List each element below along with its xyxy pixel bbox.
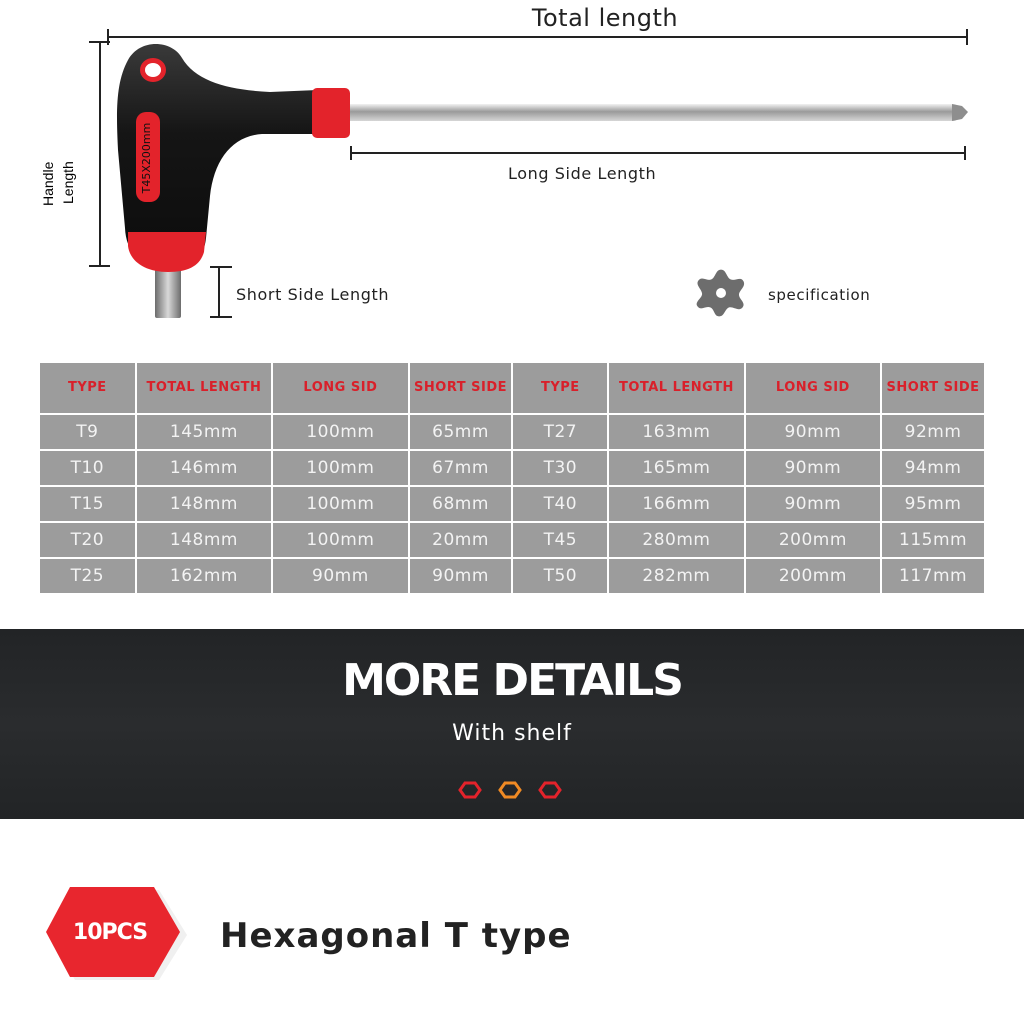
table-cell: 90mm [273,559,407,593]
table-cell: 100mm [273,415,407,449]
feature-heading: Hexagonal T type [220,916,572,956]
handle-length-line1: Handle [40,161,56,206]
header-total-length: TOTAL LENGTH [137,363,271,413]
table-cell: T40 [513,487,607,521]
table-cell: T25 [40,559,135,593]
long-shaft [345,104,957,121]
table-header-row [40,363,984,413]
table-cell: T45 [513,523,607,557]
table-cell: 163mm [609,415,743,449]
table-row [40,559,984,593]
table-cell: 100mm [273,523,407,557]
hexagon-dot-icon [460,783,480,797]
table-cell: T9 [40,415,135,449]
table-cell: 94mm [882,451,984,485]
specification-label: specification [768,286,871,304]
table-cell: 148mm [137,487,271,521]
table-row [40,487,984,521]
handle-length-line2: Length [60,161,76,204]
table-cell: 115mm [882,523,984,557]
long-tip [952,104,968,121]
header-total-length: TOTAL LENGTH [609,363,743,413]
hexagon-dot-icon [500,783,520,797]
table-cell: 148mm [137,523,271,557]
torx-star-icon [697,270,744,317]
table-cell: 280mm [609,523,743,557]
short-side-length-label: Short Side Length [236,285,390,304]
table-cell: 166mm [609,487,743,521]
table-cell: T50 [513,559,607,593]
table-cell: 200mm [746,523,880,557]
table-cell: 162mm [137,559,271,593]
long-side-dimension-line [351,146,965,160]
header-short-side: SHORT SIDE [410,363,512,413]
handle-length-dimension-line [89,42,110,266]
bottom-collar [128,232,206,272]
table-cell: 65mm [410,415,512,449]
table-cell: 67mm [410,451,512,485]
table-cell: T15 [40,487,135,521]
table-cell: 95mm [882,487,984,521]
table-cell: T27 [513,415,607,449]
hexagon-dot-icon [540,783,560,797]
hexagon-dots [455,777,565,803]
table-cell: 90mm [746,415,880,449]
spec-table [38,361,986,595]
table-cell: 90mm [746,487,880,521]
table-cell: 145mm [137,415,271,449]
table-row [40,415,984,449]
table-cell: 165mm [609,451,743,485]
handle-length-label [38,118,88,238]
short-side-dimension-line [210,267,232,317]
header-long-side: LONG SID [746,363,880,413]
header-type: TYPE [513,363,607,413]
banner-title: MORE DETAILS [342,655,682,706]
table-cell: 100mm [273,451,407,485]
table-cell: T10 [40,451,135,485]
table-cell: 117mm [882,559,984,593]
table-cell: 20mm [410,523,512,557]
table-cell: 100mm [273,487,407,521]
handle-marking: T45X200mm [140,122,153,194]
banner-subtitle: With shelf [452,721,572,746]
table-cell: T30 [513,451,607,485]
shaft-collar [312,88,350,138]
total-length-label: Total length [531,4,679,32]
table-cell: 200mm [746,559,880,593]
table-row [40,451,984,485]
table-cell: 146mm [137,451,271,485]
badge-count: 10PCS [72,920,148,945]
table-cell: 282mm [609,559,743,593]
header-short-side: SHORT SIDE [882,363,984,413]
table-cell: 68mm [410,487,512,521]
header-long-side: LONG SID [273,363,407,413]
table-cell: 92mm [882,415,984,449]
table-row [40,523,984,557]
table-cell: 90mm [746,451,880,485]
long-side-length-label: Long Side Length [508,164,657,183]
header-type: TYPE [40,363,135,413]
table-cell: 90mm [410,559,512,593]
table-cell: T20 [40,523,135,557]
more-details-banner [0,629,1024,819]
